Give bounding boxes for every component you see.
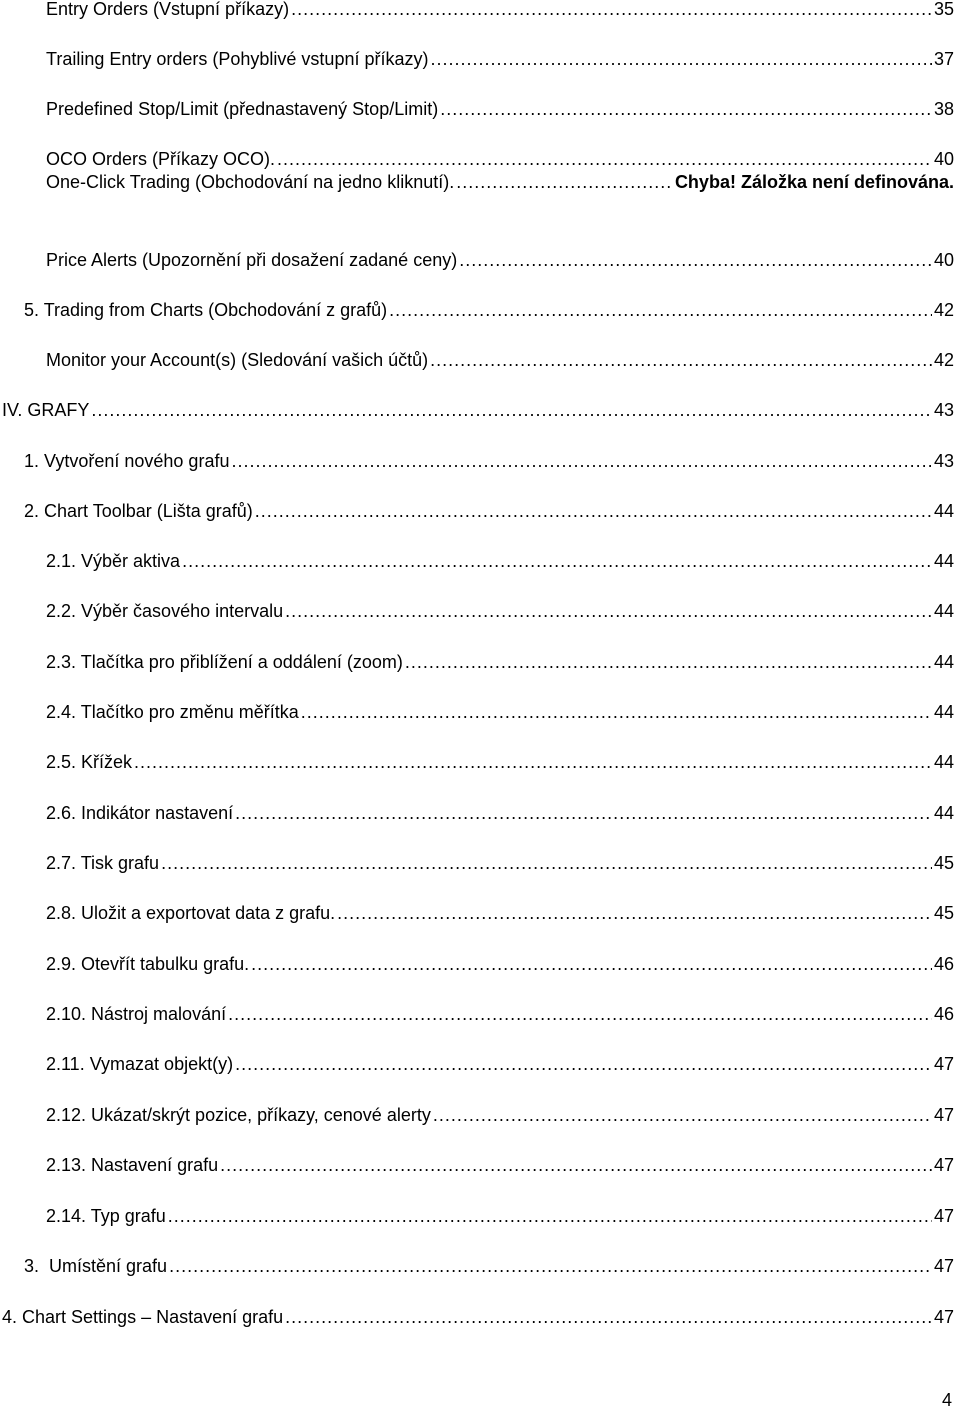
toc-entry[interactable] <box>2 398 954 422</box>
toc-leader-dots <box>228 1002 932 1026</box>
toc-entry-page: 46 <box>933 954 954 974</box>
toc-leader-dots <box>440 97 932 121</box>
toc-entry-page: 47 <box>933 1105 954 1125</box>
toc-leader-dots <box>433 1103 932 1127</box>
toc-entry-page: 46 <box>933 1004 954 1024</box>
toc-leader-dots <box>182 549 932 573</box>
toc-entry-label: 2.9. Otevřít tabulku grafu. <box>46 954 250 974</box>
toc-entry-label: 3. Umístění grafu <box>24 1256 168 1276</box>
toc-entry-label: 2.11. Vymazat objekt(y) <box>46 1054 234 1074</box>
toc-entry[interactable] <box>46 801 954 825</box>
toc-entry[interactable] <box>46 0 954 21</box>
toc-leader-dots <box>161 851 932 875</box>
toc-entry-page: 43 <box>933 400 954 420</box>
toc-leader-dots <box>231 449 932 473</box>
toc-entry[interactable] <box>46 700 954 724</box>
toc-leader-dots <box>337 901 932 925</box>
toc-entry-label: Entry Orders (Vstupní příkazy) <box>46 0 290 19</box>
toc-entry-label: 2.14. Typ grafu <box>46 1206 166 1226</box>
toc-entry-label: Monitor your Account(s) (Sledování vašich účtů) <box>46 350 429 370</box>
toc-leader-dots <box>291 0 932 21</box>
toc-leader-dots <box>285 599 932 623</box>
toc-entry-label: 4. Chart Settings – Nastavení grafu <box>2 1307 284 1327</box>
toc-entry-page-error: Chyba! Záložka není definována. <box>674 172 954 192</box>
toc-entry-label: 1. Vytvoření nového grafu <box>24 451 230 471</box>
toc-leader-dots <box>430 348 932 372</box>
toc-leader-dots <box>430 47 931 71</box>
toc-entry-label: 2.5. Křížek <box>46 752 133 772</box>
toc-entry-page: 45 <box>933 853 954 873</box>
toc-entry-label: Price Alerts (Upozornění při dosažení zadané ceny) <box>46 250 458 270</box>
toc-entry-page: 44 <box>933 501 954 521</box>
toc-entry-page: 42 <box>933 350 954 370</box>
toc-entry[interactable] <box>46 348 954 372</box>
toc-entry-page: 47 <box>933 1206 954 1226</box>
toc-entry[interactable] <box>46 147 954 171</box>
toc-entry-label: 2.2. Výběr časového intervalu <box>46 601 284 621</box>
toc-entry-page: 44 <box>933 601 954 621</box>
toc-entry-page: 47 <box>933 1054 954 1074</box>
toc-entry-label: 2.7. Tisk grafu <box>46 853 160 873</box>
toc-leader-dots <box>220 1153 932 1177</box>
page-number: 4 <box>941 1390 952 1410</box>
toc-entry[interactable] <box>24 499 954 523</box>
toc-entry[interactable] <box>46 851 954 875</box>
toc-entry-page: 47 <box>933 1307 954 1327</box>
toc-entry-label: 2.12. Ukázat/skrýt pozice, příkazy, cenové alerty <box>46 1105 431 1125</box>
toc-entry-page: 42 <box>933 300 954 320</box>
toc-entry[interactable] <box>46 1002 954 1026</box>
toc-entry-page: 47 <box>933 1155 954 1175</box>
toc-leader-dots <box>134 750 932 774</box>
toc-entry[interactable] <box>46 599 954 623</box>
toc-entry-page: 47 <box>933 1256 954 1276</box>
toc-leader-dots <box>91 398 932 422</box>
toc-entry-page: 40 <box>933 250 954 270</box>
toc-entry[interactable] <box>24 449 954 473</box>
toc-leader-dots <box>169 1254 932 1278</box>
toc-leader-dots <box>285 1305 932 1329</box>
toc-entry-page: 45 <box>933 903 954 923</box>
toc-leader-dots <box>235 801 932 825</box>
toc-entry-page: 35 <box>933 0 954 19</box>
toc-entry-page: 44 <box>933 551 954 571</box>
toc-entry-page: 44 <box>933 702 954 722</box>
toc-entry[interactable] <box>46 97 954 121</box>
toc-entry-label: 2.8. Uložit a exportovat data z grafu. <box>46 903 336 923</box>
toc-entry-page: 44 <box>933 752 954 772</box>
toc-entry-page: 37 <box>933 49 954 69</box>
toc-entry-page: 40 <box>933 149 954 169</box>
toc-entry-label: 2.6. Indikátor nastavení <box>46 803 234 823</box>
toc-entry[interactable] <box>46 248 954 272</box>
toc-entry[interactable] <box>24 1254 954 1278</box>
toc-entry-label: 2.1. Výběr aktiva <box>46 551 181 571</box>
toc-entry-label: One-Click Trading (Obchodování na jedno kliknutí). <box>46 172 455 192</box>
toc-leader-dots <box>251 952 932 976</box>
toc-entry[interactable] <box>2 1305 954 1329</box>
toc-entry-label: 2. Chart Toolbar (Lišta grafů) <box>24 501 253 521</box>
toc-entry-label: Predefined Stop/Limit (přednastavený Stop/Limit) <box>46 99 439 119</box>
toc-entry-label: 2.13. Nastavení grafu <box>46 1155 219 1175</box>
toc-entry[interactable] <box>24 298 954 322</box>
toc-entry[interactable] <box>46 952 954 976</box>
toc-entry-label: 2.4. Tlačítko pro změnu měřítka <box>46 702 299 722</box>
toc-leader-dots <box>456 170 673 194</box>
toc-entry[interactable] <box>46 1204 954 1228</box>
toc-leader-dots <box>405 650 932 674</box>
toc-entry-label: Trailing Entry orders (Pohyblivé vstupní příkazy) <box>46 49 429 69</box>
toc-entry[interactable] <box>46 1103 954 1127</box>
toc-entry-label: 2.10. Nástroj malování <box>46 1004 227 1024</box>
toc-leader-dots <box>301 700 932 724</box>
toc-leader-dots <box>235 1052 932 1076</box>
toc-leader-dots <box>168 1204 932 1228</box>
toc-entry-page: 44 <box>933 652 954 672</box>
toc-leader-dots <box>255 499 932 523</box>
toc-entry-label: OCO Orders (Příkazy OCO). <box>46 149 276 169</box>
toc-entry-label: 5. Trading from Charts (Obchodování z grafů) <box>24 300 388 320</box>
toc-leader-dots <box>389 298 932 322</box>
toc-leader-dots <box>459 248 932 272</box>
toc-entry[interactable] <box>46 170 954 194</box>
toc-entry[interactable] <box>46 750 954 774</box>
toc-entry[interactable] <box>46 1052 954 1076</box>
toc-entry-page: 43 <box>933 451 954 471</box>
toc-leader-dots <box>277 147 932 171</box>
toc-entry[interactable] <box>46 1153 954 1177</box>
toc-entry[interactable] <box>46 549 954 573</box>
toc-entry-page: 38 <box>933 99 954 119</box>
toc-entry[interactable] <box>46 47 954 71</box>
toc-entry-label: 2.3. Tlačítka pro přiblížení a oddálení (zoom) <box>46 652 403 672</box>
toc-entry-label: IV. GRAFY <box>2 400 90 420</box>
toc-entry[interactable] <box>46 901 954 925</box>
toc-entry-page: 44 <box>933 803 954 823</box>
toc-entry[interactable] <box>46 650 954 674</box>
